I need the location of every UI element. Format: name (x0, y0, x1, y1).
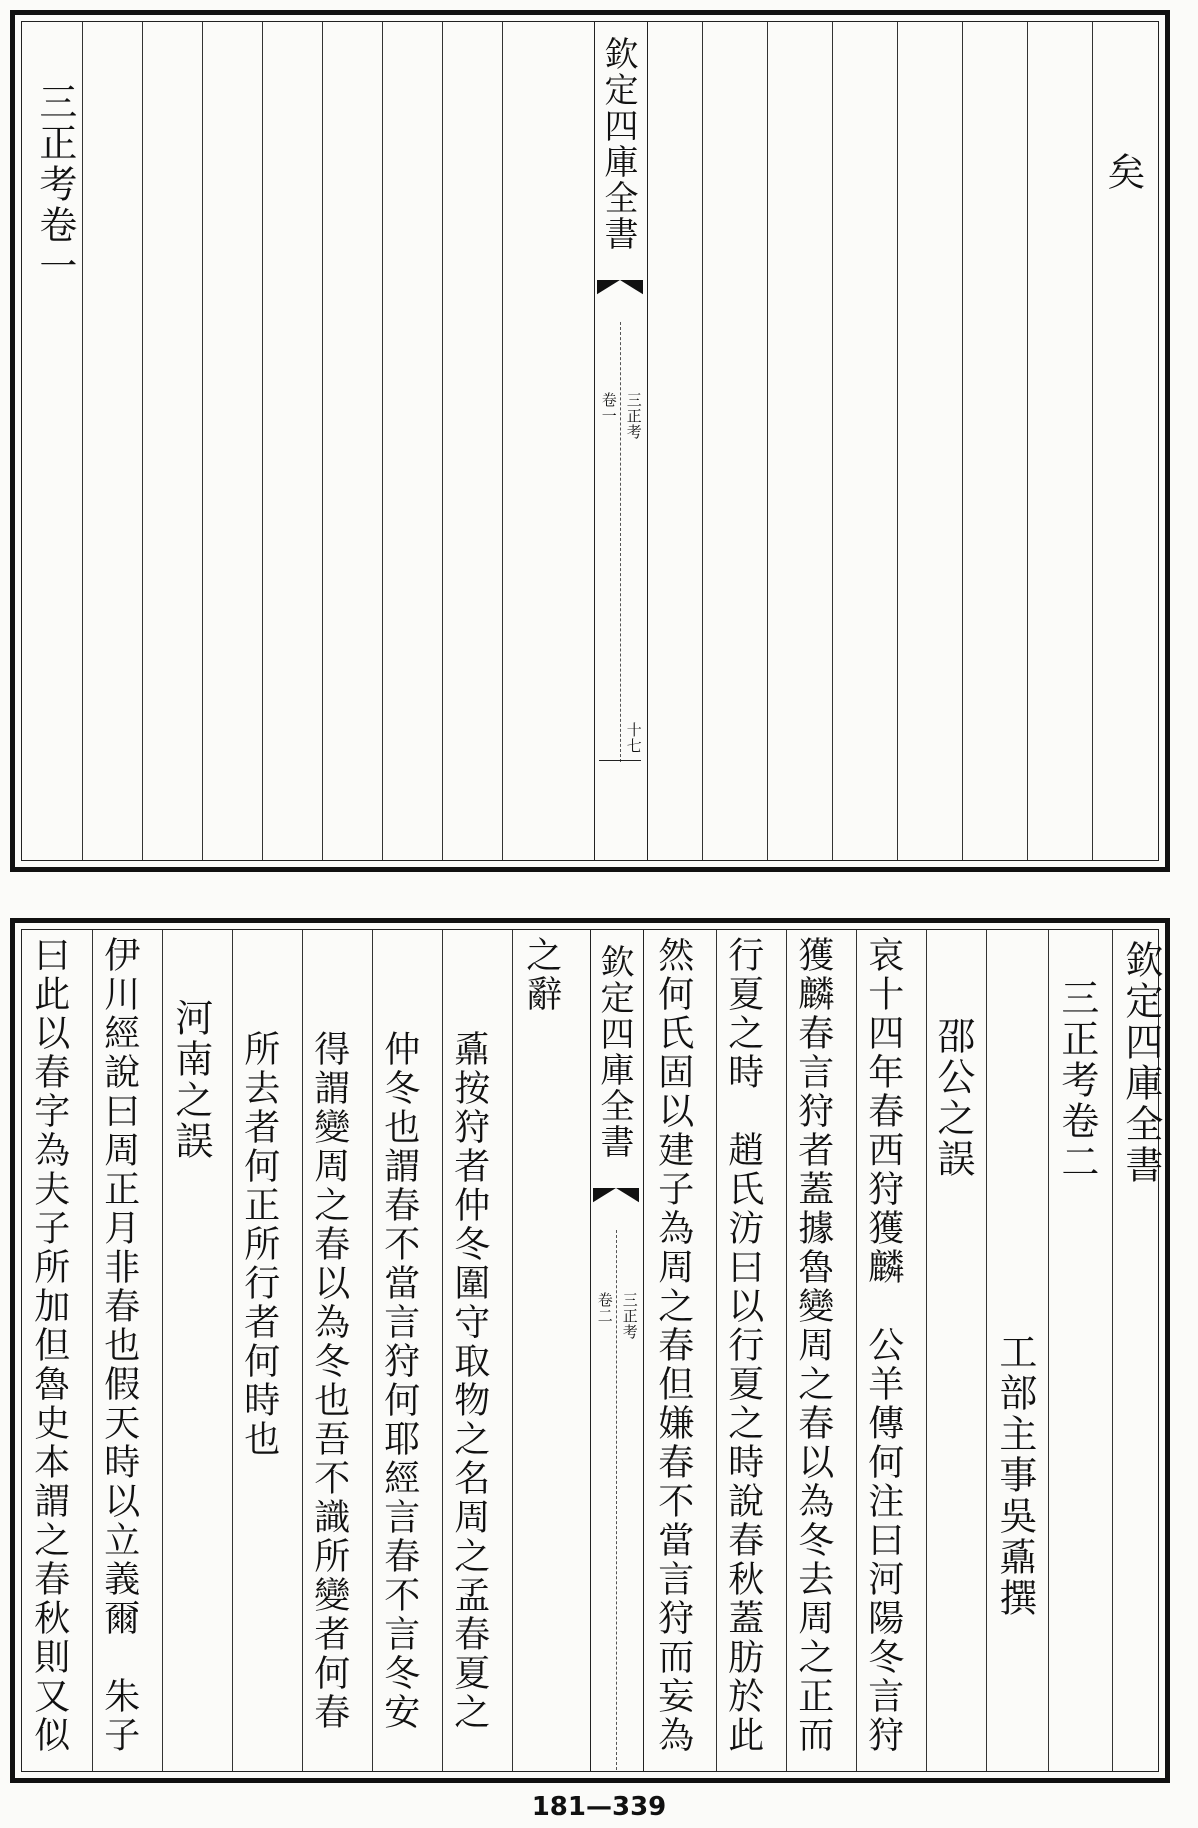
column-rule (832, 22, 833, 860)
chapter-end-title: 三正考卷一 (32, 82, 77, 287)
column-rule (702, 22, 703, 860)
spine-folio: 十七 (624, 722, 643, 754)
upper-page (10, 10, 1170, 872)
column-rule (1027, 22, 1028, 860)
column-rule (986, 930, 987, 1771)
commentary-column: 所去者何正所行者何時也 (238, 1030, 280, 1459)
section-heading: 邵公之誤 (930, 1016, 975, 1180)
spine-fold-line (620, 322, 621, 762)
column-rule (926, 930, 927, 1771)
column-rule (1048, 930, 1049, 1771)
commentary-column: 仲冬也謂春不當言狩何耶經言春不言冬安 (378, 1030, 420, 1732)
column-rule (716, 930, 717, 1771)
spine-book-name: 三正考 (620, 1292, 639, 1340)
column-rule (162, 930, 163, 1771)
column-rule (1112, 930, 1113, 1771)
column-rule (767, 22, 768, 860)
column-rule (512, 930, 513, 1771)
column-rule (897, 22, 898, 860)
author-line: 工部主事吳鼒撰 (992, 1332, 1037, 1619)
fish-tail-mark (593, 1188, 639, 1214)
column-rule (786, 930, 787, 1771)
text-column: 獲麟春言狩者蓋據魯變周之春以為冬去周之正而 (792, 936, 834, 1755)
spine-fold-line (616, 1230, 617, 1770)
fish-tail-mark (597, 280, 643, 306)
text-column: 伊川經說曰周正月非春也假天時以立義爾 朱子 (98, 936, 140, 1755)
text-column: 然何氏固以建子為周之春但嫌春不當言狩而妄為 (652, 936, 694, 1755)
column-rule (322, 22, 323, 860)
page-number: 181—339 (531, 1792, 667, 1822)
column-rule (262, 22, 263, 860)
spine-book-name: 三正考 (624, 392, 643, 440)
column-rule (232, 930, 233, 1771)
lower-spine (590, 930, 644, 1771)
column-rule (962, 22, 963, 860)
column-rule (856, 930, 857, 1771)
spine-volume: 卷二 (595, 1292, 614, 1324)
spine-title: 欽定四庫全書 (598, 36, 638, 252)
spine-title: 欽定四庫全書 (594, 944, 634, 1160)
column-rule (142, 22, 143, 860)
spine-rule (599, 760, 641, 761)
lower-page (10, 918, 1170, 1783)
lower-page-inner-frame (21, 929, 1163, 1772)
commentary-column: 得謂變周之春以為冬也吾不識所變者何春 (308, 1030, 350, 1732)
text-column: 行夏之時 趙氏汸曰以行夏之時說春秋蓋肪於此 (722, 936, 764, 1755)
spine-volume: 卷一 (599, 392, 618, 424)
text-column: 之辭 (520, 936, 562, 1014)
column-rule (372, 930, 373, 1771)
tail-character: 矣 (1100, 152, 1145, 193)
column-rule (302, 930, 303, 1771)
column-rule (1092, 22, 1093, 860)
column-rule (202, 22, 203, 860)
upper-page-inner-frame (21, 21, 1159, 861)
column-rule (382, 22, 383, 860)
commentary-column: 鼒按狩者仲冬圍守取物之名周之孟春夏之 (448, 1030, 490, 1732)
column-rule (82, 22, 83, 860)
column-rule (442, 22, 443, 860)
chapter-title: 三正考卷二 (1054, 978, 1099, 1183)
column-rule (442, 930, 443, 1771)
upper-spine (594, 22, 648, 860)
column-rule (502, 22, 503, 860)
collection-title: 欽定四庫全書 (1118, 940, 1163, 1186)
section-heading: 河南之誤 (168, 998, 213, 1162)
column-rule (92, 930, 93, 1771)
text-column: 哀十四年春西狩獲麟 公羊傳何注曰河陽冬言狩 (862, 936, 904, 1755)
text-column: 曰此以春字為夫子所加但魯史本謂之春秋則又似 (28, 936, 70, 1755)
